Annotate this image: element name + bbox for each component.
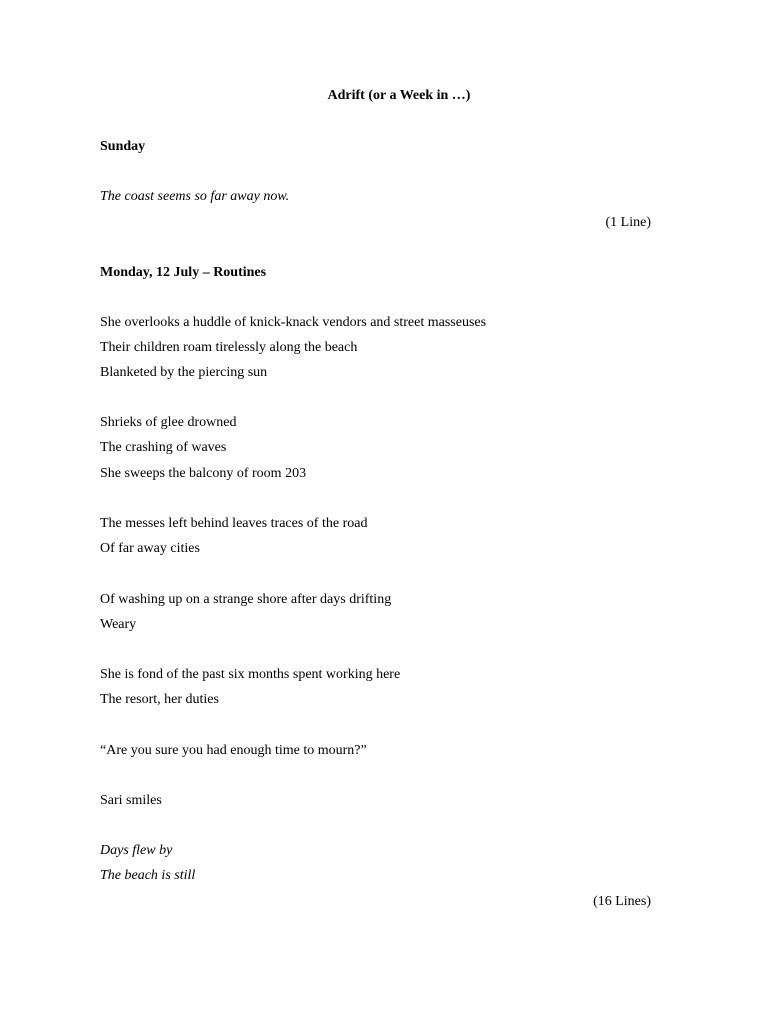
poem-line: Weary: [100, 617, 137, 632]
poem-line: Days flew by: [100, 843, 173, 858]
poem-title: Adrift (or a Week in …): [327, 88, 471, 103]
poem-line: She sweeps the balcony of room 203: [100, 466, 307, 481]
section-heading-monday: Monday, 12 July – Routines: [100, 265, 267, 280]
poem-line: Shrieks of glee drowned: [100, 415, 237, 430]
poem-line: The messes left behind leaves traces of the road: [100, 516, 368, 531]
poem-line: The beach is still: [100, 868, 196, 883]
poem-line: Of washing up on a strange shore after days drifting: [100, 592, 392, 607]
poem-line: The crashing of waves: [100, 440, 227, 455]
monday-line-count: (16 Lines): [593, 894, 651, 909]
poem-line: The resort, her duties: [100, 692, 219, 707]
poem-line: Blanketed by the piercing sun: [100, 365, 268, 380]
poem-line: She overlooks a huddle of knick-knack vendors and street masseuses: [100, 315, 487, 330]
poem-line: She is fond of the past six months spent working here: [100, 667, 401, 682]
sunday-line: The coast seems so far away now.: [100, 189, 290, 204]
poem-line: Sari smiles: [100, 793, 162, 808]
poem-line: “Are you sure you had enough time to mourn?”: [100, 743, 367, 758]
sunday-line-count: (1 Line): [605, 215, 651, 230]
section-heading-sunday: Sunday: [100, 139, 146, 154]
poem-line: Of far away cities: [100, 541, 200, 556]
poem-line: Their children roam tirelessly along the beach: [100, 340, 358, 355]
